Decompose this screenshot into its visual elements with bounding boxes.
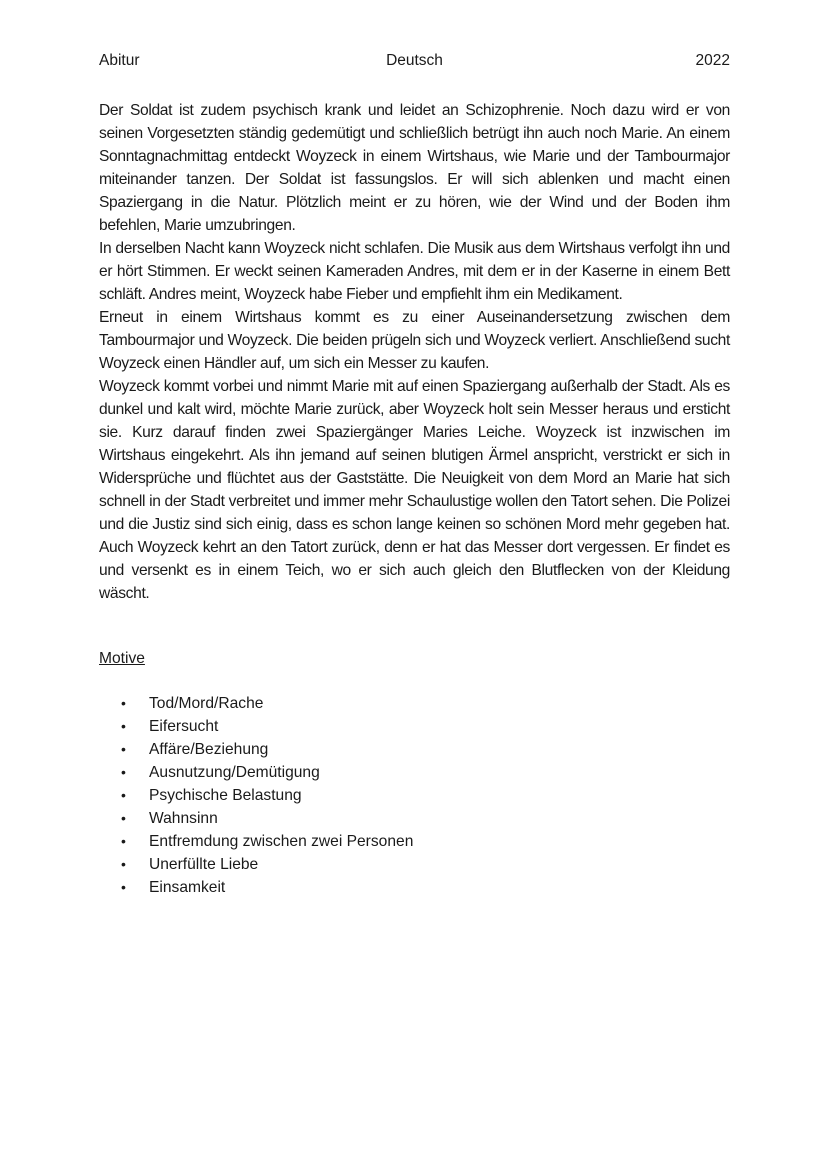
list-item xyxy=(99,830,413,853)
header-center: Deutsch xyxy=(386,52,443,69)
motive-heading: Motive xyxy=(99,650,145,667)
list-item xyxy=(99,853,413,876)
list-item-label: Einsamkeit xyxy=(149,879,226,896)
list-item-label: Ausnutzung/Demütigung xyxy=(149,764,320,781)
list-item xyxy=(99,807,413,830)
page-header xyxy=(99,50,730,72)
list-item xyxy=(99,876,413,899)
list-item xyxy=(99,761,413,784)
bullet-icon: • xyxy=(121,695,126,711)
bullet-icon: • xyxy=(121,764,126,780)
list-item xyxy=(99,784,413,807)
list-item-label: Affäre/Beziehung xyxy=(149,741,269,758)
motive-list xyxy=(99,692,413,899)
header-left: Abitur xyxy=(99,52,140,69)
paragraph: Erneut in einem Wirtshaus kommt es zu einer Auseinandersetzung zwischen dem Tambourmajor und Woyzeck. Die beiden prügeln sich und Woyzeck verliert. Anschließend sucht Woyzeck einen Händler auf, um sich ein Messer zu kaufen. xyxy=(99,309,730,372)
list-item-label: Eifersucht xyxy=(149,718,219,735)
paragraph: In derselben Nacht kann Woyzeck nicht schlafen. Die Musik aus dem Wirtshaus verfolgt ihn und er hört Stimmen. Er weckt seinen Kameraden Andres, mit dem er in der Kaserne in einem Bett schläft. Andres meint, Woyzeck habe Fieber und empfiehlt ihm ein Medikament. xyxy=(99,240,730,303)
bullet-icon: • xyxy=(121,718,126,734)
list-item-label: Psychische Belastung xyxy=(149,787,302,804)
bullet-icon: • xyxy=(121,833,126,849)
paragraph: Der Soldat ist zudem psychisch krank und leidet an Schizophrenie. Noch dazu wird er von seinen Vorgesetzten ständig gedemütigt und schließlich betrügt ihn auch noch Marie. An einem Sonntagnachmittag entdeckt Woyzeck in einem Wirtshaus, wie Marie und der Tambourmajor miteinander tanzen. Der Soldat ist fassungslos. Er will sich ablenken und macht einen Spaziergang in die Natur. Plötzlich meint er zu hören, wie der Wind und der Boden ihm befehlen, Marie umzubringen. xyxy=(99,102,730,234)
list-item xyxy=(99,715,413,738)
bullet-icon: • xyxy=(121,810,126,826)
bullet-icon: • xyxy=(121,856,126,872)
list-item-label: Tod/Mord/Rache xyxy=(149,695,264,712)
list-item xyxy=(99,738,413,761)
list-item-label: Unerfüllte Liebe xyxy=(149,856,259,873)
list-item-label: Entfremdung zwischen zwei Personen xyxy=(149,833,414,850)
bullet-icon: • xyxy=(121,741,126,757)
list-item-label: Wahnsinn xyxy=(149,810,218,827)
header-right: 2022 xyxy=(695,52,730,69)
list-item xyxy=(99,692,413,715)
paragraph: Woyzeck kommt vorbei und nimmt Marie mit auf einen Spaziergang außerhalb der Stadt. Als es dunkel und kalt wird, möchte Marie zurück, aber Woyzeck holt sein Messer heraus und ersticht sie. Kurz darauf finden zwei Spaziergänger Maries Leiche. Woyzeck ist inzwischen im Wirtshaus eingekehrt. Als ihn jemand auf seinen blutigen Ärmel anspricht, verstrickt er sich in Widersprüche und flüchtet aus der Gaststätte. Die Neuigkeit von dem Mord an Marie hat sich schnell in der Stadt verbreitet und immer mehr Schaulustige wollen den Tatort sehen. Die Polizei und die Justiz sind sich einig, dass es schon lange keinen so schönen Mord mehr gegeben hat. Auch Woyzeck kehrt an den Tatort zurück, denn er hat das Messer dort vergessen. Er findet es und versenkt es in einem Teich, wo er sich auch gleich den Blutflecken von der Kleidung wäscht. xyxy=(99,378,730,602)
bullet-icon: • xyxy=(121,787,126,803)
body-text xyxy=(99,99,730,605)
bullet-icon: • xyxy=(121,879,126,895)
